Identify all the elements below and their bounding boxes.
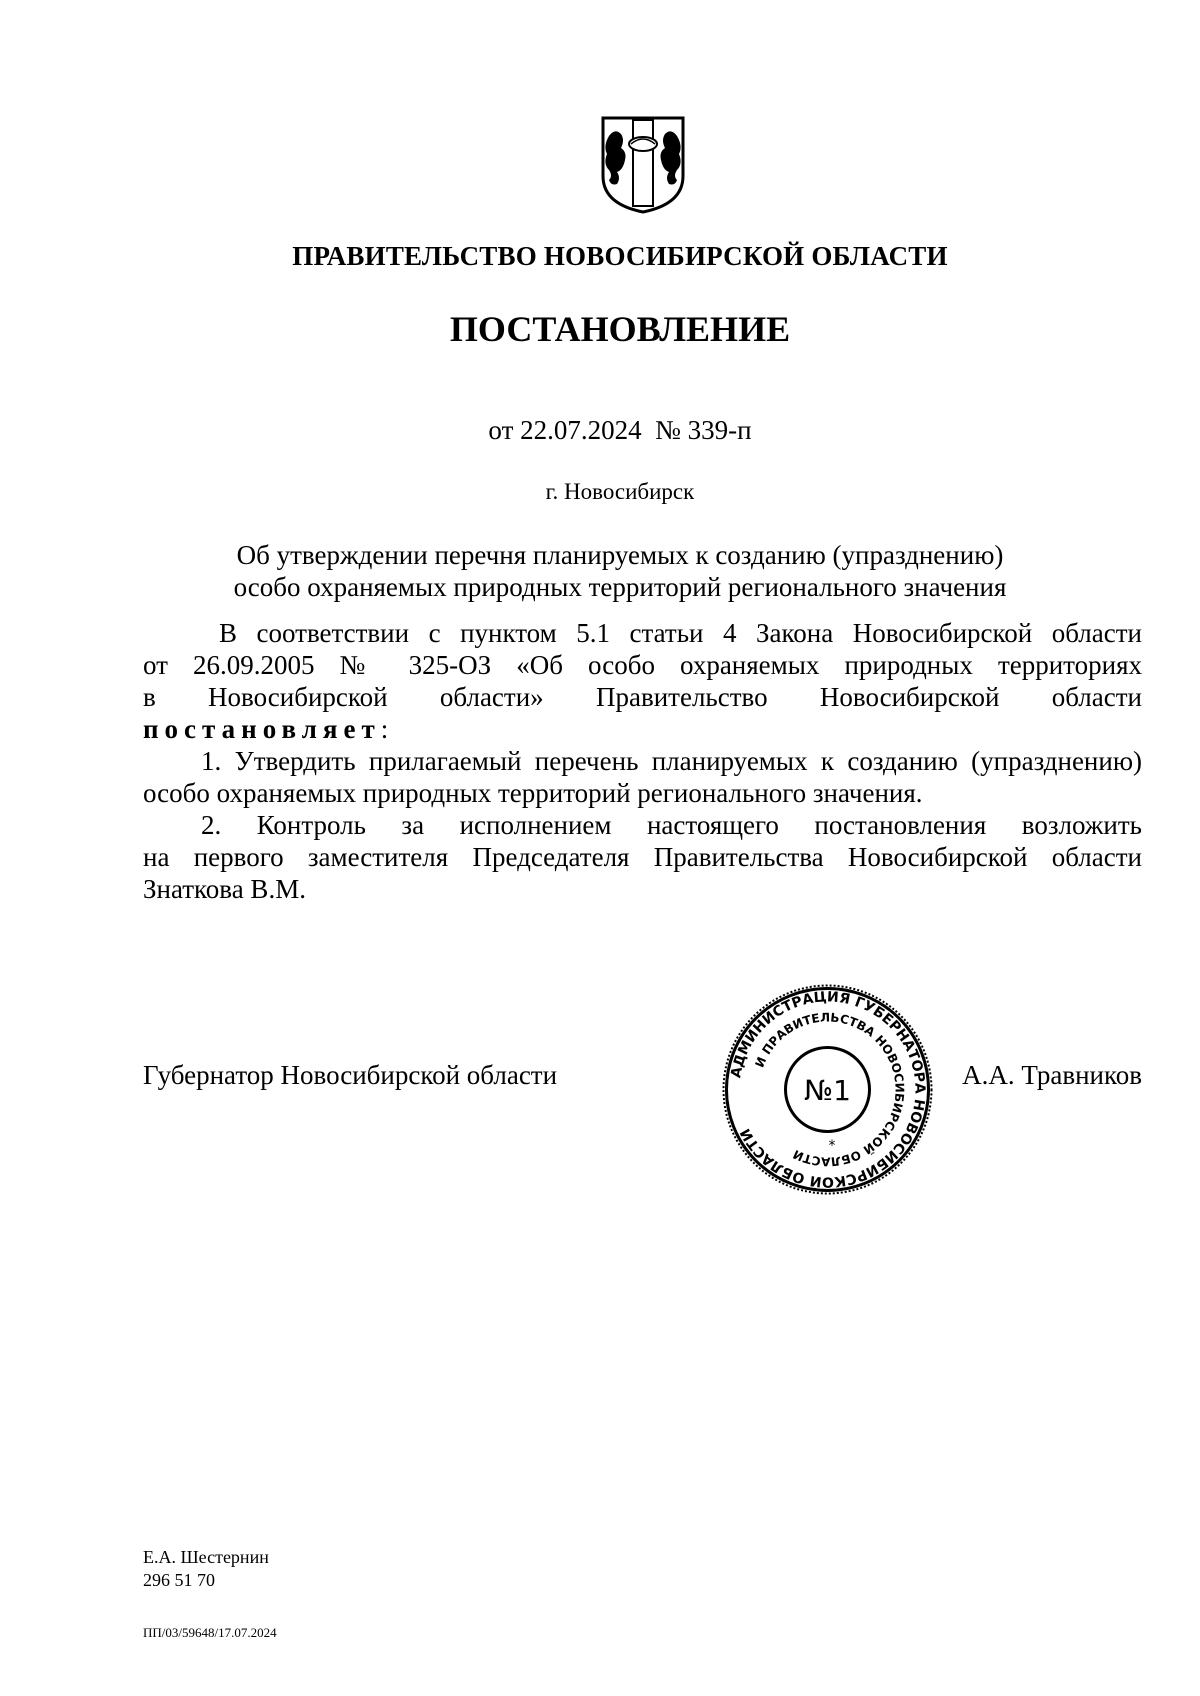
organization-heading: ПРАВИТЕЛЬСТВО НОВОСИБИРСКОЙ ОБЛАСТИ xyxy=(292,241,948,271)
document-title-line-1: Об утверждении перечня планируемых к созданию (упразднению) xyxy=(236,540,1004,570)
paragraph-item-1 xyxy=(143,745,1142,809)
paragraph-line: в Новосибирской области» Правительство Новосибирской области xyxy=(143,682,1142,712)
paragraph-line: Знаткова В.М. xyxy=(143,874,306,904)
document-registration-code: ПП/03/59648/17.07.2024 xyxy=(143,1625,277,1640)
document-title xyxy=(20,539,1200,603)
document-date-number: от 22.07.2024 № 339-п xyxy=(488,415,752,445)
executor-name: Е.А. Шестернин xyxy=(143,1547,269,1567)
executor-phone: 296 51 70 xyxy=(143,1570,215,1590)
svg-text:*: * xyxy=(828,1138,836,1154)
paragraph-line: на первого заместителя Председателя Правительства Новосибирской области xyxy=(143,842,1142,872)
paragraph-preamble xyxy=(143,617,1142,745)
document-city: г. Новосибирск xyxy=(545,479,695,504)
document-title-line-2: особо охраняемых природных территорий регионального значения xyxy=(233,572,1007,602)
paragraph-line: от 26.09.2005 № 325-ОЗ «Об особо охраняемых природных территориях xyxy=(143,650,1142,680)
resolution-keyword: постановляет xyxy=(143,714,381,744)
official-seal-stamp xyxy=(720,982,935,1197)
coat-of-arms-emblem xyxy=(599,114,687,214)
stamp-outer-text: АДМИНИСТРАЦИЯ ГУБЕРНАТОРА НОВОСИБИРСКОЙ ОБЛАСТИ xyxy=(728,989,928,1190)
paragraph-line: 2. Контроль за исполнением настоящего постановления возложить xyxy=(201,810,1142,840)
stamp-number: №1 xyxy=(804,1074,851,1107)
document-type-heading: ПОСТАНОВЛЕНИЕ xyxy=(449,309,791,349)
paragraph-item-2 xyxy=(143,809,1142,905)
paragraph-line xyxy=(143,713,1142,745)
signatory-position: Губернатор Новосибирской области xyxy=(143,1060,558,1090)
stamp-inner-text: И ПРАВИТЕЛЬСТВА НОВОСИБИРСКОЙ ОБЛАСТИ xyxy=(752,1010,907,1169)
paragraph-line: особо охраняемых природных территорий регионального значения. xyxy=(143,778,923,808)
paragraph-line: В соответствии с пунктом 5.1 статьи 4 Закона Новосибирской области xyxy=(219,618,1142,648)
resolution-colon: : xyxy=(380,714,389,744)
paragraph-line: 1. Утвердить прилагаемый перечень планируемых к созданию (упразднению) xyxy=(201,746,1142,776)
signatory-name: А.А. Травников xyxy=(962,1060,1142,1090)
